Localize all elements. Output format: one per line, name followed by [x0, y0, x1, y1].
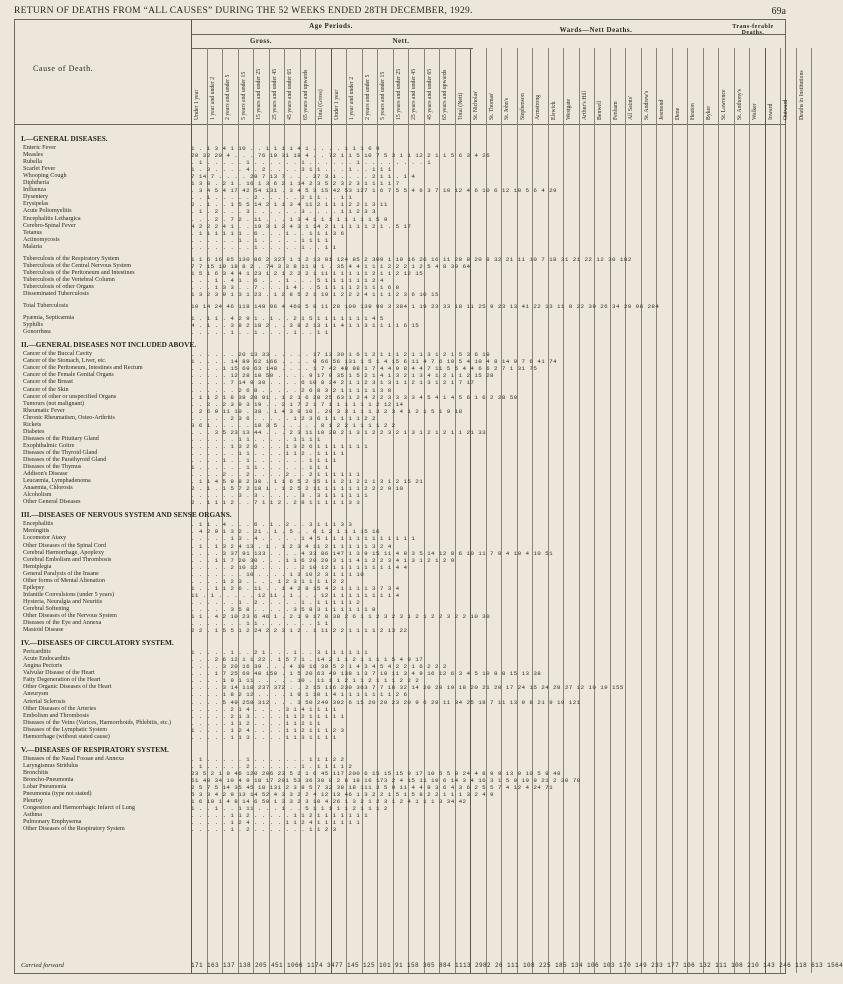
cause-label: Locomotor Ataxy	[23, 535, 67, 542]
cause-values: 1 . 1 1 . 4 2 9 1 . 1 . . 2 1 5 1 1 1 1 1 1 1 4 5	[191, 315, 384, 323]
cause-label: Other Diseases of the Respiratory System	[23, 826, 125, 833]
cause-of-death-header: Cause of Death.	[33, 64, 94, 73]
column-header: Elswick	[550, 101, 557, 120]
column-header: 25 years and under 45	[411, 68, 417, 120]
cause-values: 61 48 34 10 4 9 18 17 201 53 36 30 8 2 6 18 16 173 2 4 15 11 19 6 14 3 4 16 3 1 5 9 19 9 21 2 30 70	[191, 776, 581, 784]
cause-values: . . . . . . . . 1 . . . . . 1 . . 1 1	[191, 243, 337, 251]
header-rule-3	[15, 124, 785, 125]
cause-label: Diseases of the Thymus	[23, 464, 82, 471]
cause-label: Infantile Convulsions (under 5 years)	[23, 591, 115, 598]
cause-label: Hysteria, Neuralgia and Neuritis	[23, 598, 103, 605]
cause-label: Acute Poliomyelitis	[23, 208, 72, 215]
cause-label: Arterial Sclerosis	[23, 698, 66, 705]
cause-values: 7 14 7 . . . . 28 7 13 7 . . . 27 3 1 . . . . 2 1 1 . 1 4	[191, 173, 416, 181]
cause-label: Embolism and Thrombosis	[23, 712, 89, 719]
cause-values: . . . . . . 1 . 1 . . . . . 1 1 1 1	[191, 236, 329, 244]
cause-label: Cancer of other or unspecified Organs	[23, 393, 117, 400]
cause-label: Cancer of the Buccal Cavity	[23, 351, 93, 358]
cause-label: Erysipelas	[23, 201, 49, 208]
cause-label: Pulmonary Emphysema	[23, 819, 82, 826]
column-header: Total (Gross)	[318, 89, 324, 120]
column-header: Arthur's Hill	[581, 90, 588, 120]
cause-label: Cerebro-Spinal Fever	[23, 222, 76, 229]
cause-label: Tuberculosis of the Peritoneum and Intestines	[23, 269, 135, 276]
cause-label: Diseases of the Pituitary Gland	[23, 435, 99, 442]
cause-label: Cancer of the Peritoneum, Intestines and Rectum	[23, 365, 143, 372]
cause-values: . . . . . . . 10 . . . . 1 3 10 2 3 1 1 1 10	[191, 570, 365, 578]
cause-label: Other General Diseases	[23, 499, 81, 506]
nett-heading: Nett.	[392, 37, 410, 45]
column-header: Dene	[674, 107, 681, 120]
cause-label: Other Diseases of the Spinal Cord	[23, 542, 107, 549]
cause-label: Encephalitis	[23, 521, 54, 528]
cause-values: . 1 . . . . . 2 . . . . . . 1 . 1 1 1 1 2	[191, 762, 353, 770]
column-header: St. Andrew's	[643, 90, 650, 120]
cause-values: . . . . 1 . . 1 . . . . . . . 1 1 1 1	[191, 457, 337, 464]
deaths-table	[14, 19, 843, 974]
cause-label: Encephalitis Lethargica	[23, 215, 81, 222]
cause-values: . . . . 1 8 2 12 . . . . 1 9 1 10 1 4 1 1 1 1 1 1 1 2 6	[191, 691, 408, 699]
cause-values: . 4 2 9 1 3 2 . 21 . 1 . 5 . . 6 1 2 1 1 1 15 16	[191, 528, 380, 536]
carried-forward-label: Carried forward	[21, 962, 64, 969]
cause-values: . 1 . 2 . . . 3 . . . . . . 3 . . . . 1 1 2 3 3	[191, 208, 376, 216]
cause-label: Tumours (not malignant)	[23, 400, 85, 407]
cause-values: 1 . 3 . . . . 4 . 2 . . . . 3 1 1 . . . 1 . . 1 1 1	[191, 166, 392, 174]
column-header: 2 years and under 5	[225, 74, 231, 120]
column-header: St. John's	[504, 98, 510, 120]
cause-values: . . 2 . 2 3 9 3 19 . . 2 1 7 2 1 7 1 1 1 1 1 1 2 12 14	[191, 400, 404, 408]
cause-values: 1 1 6 16 85 130 86 2 327 1 1 2 13 81 124 85 2 309 1 19 16 26 16 11 20 8 20 8 32 21 11 10 7 18 31 21 22 12 30 182	[191, 255, 632, 263]
age-periods-heading: Age Periods.	[309, 22, 353, 30]
column-header: St. Anthony's	[736, 88, 743, 120]
cause-values: . . . . . 1 2 4 . . . . 1 1 2 4 1 1 1 1 1 1	[191, 819, 361, 827]
column-header: Under 1 year	[333, 89, 340, 120]
cause-values: . . . 1 1 7 20 30 . . . 1 1 6 20 29 3 1 1 4 1 2 2 3 4 1 3 1 2 1 2 9	[191, 556, 455, 564]
cause-values: 1 6 10 1 4 8 14 6 50 1 3 3 2 3 10 4 26 1 3 2 1 2 3 1 2 4 1 1 1 3 34 42	[191, 798, 467, 806]
cause-label: Diphtheria	[23, 180, 50, 187]
cause-values: . 1 1 2 1 8 39 28 91 . 1 2 1 6 28 25 63 1 2 4 2 2 3 3 3 3 4 5 4 1 4 5 6 1 6 2 28 50	[191, 393, 518, 401]
cause-label: Tetanus	[23, 229, 42, 236]
section-title: II.—GENERAL DISEASES NOT INCLUDED ABOVE.	[21, 340, 197, 350]
cause-label: Enteric Fever	[23, 145, 56, 151]
cause-values: . . . 1 7 25 69 48 150 . 1 5 20 63 49 138 1 3 7 10 11 3 4 9 16 12 6 3 4 5 10 8 8 15 13 38	[191, 670, 542, 678]
cause-label: Diabetes	[23, 428, 45, 435]
cause-label: Diseases of the Veins (Varices, Hæmorrhoids, Phlebitis, etc.)	[23, 719, 171, 726]
cause-values: . . . . . . 1 . 2 . . . . . 1 . 1 1 1 1 1 2	[191, 598, 361, 606]
cause-label: Congestion and Hæmorrhagic Infarct of Lung	[23, 805, 135, 812]
cause-label: Dysentery	[23, 194, 49, 201]
cause-label: Pyæmia, Septicæmia	[23, 315, 75, 322]
cause-values: . . . . . 3 5 8 . . . . . 3 5 8 3 1 1 1 1 1 1 8	[191, 605, 376, 613]
column-divider	[796, 48, 797, 973]
cause-values: . . . 2 6 12 1 1 22 . 1 5 7 1 . 14 2 1 1 2 1 1 1 1 5 4 9 17	[191, 656, 424, 664]
cause-label: Actinomycosis	[23, 236, 60, 243]
column-header: Stephenson	[519, 93, 526, 120]
column-header: Benwell	[597, 100, 603, 120]
cause-values: 1 1 . 4 2 10 23 6 46 1 . 2 1 9 17 8 38 2 6 1 1 2 3 2 3 1 2 1 2 2 3 2 2 10 30	[191, 613, 491, 620]
cause-values: . 1 . 1 3 2 4 13 . 1 . 1 2 3 4 11 2 1 1 1 1 1 3 2 4	[191, 542, 392, 550]
cause-values: . . . . 1 2 3 . . . . 1 2 3 1 1 1 1 2 2	[191, 577, 345, 585]
cause-label: Whooping Cough	[23, 173, 67, 180]
cause-label: Broncho-Pneumonia	[23, 776, 74, 783]
column-header: 5 years and under 15	[240, 71, 247, 120]
cause-values: . . . . 3 37 91 133 . . . . 4 33 86 147 1 3 9 15 11 4 8 3 5 14 12 8 6 10 11 7 8 4 10 4 10 51	[191, 549, 554, 557]
cause-label: Pericarditis	[23, 649, 51, 656]
cause-label: Bronchitis	[23, 769, 49, 776]
cause-label: Diseases of the Eye and Annexa	[23, 620, 102, 627]
section-title: I.—GENERAL DISEASES.	[21, 134, 108, 143]
cause-values: . . 1 . . . . . 2 . . . . . 2 1 1 . . 1 1	[191, 194, 353, 202]
cause-values: . . . . . . 1 1 . . . . 1 1 2 . 1 1 1 1	[191, 449, 345, 457]
cause-label: Diseases of the Nasal Fossae and Annexa	[23, 755, 124, 762]
cause-label: General Paralysis of the Insane	[23, 570, 99, 577]
cause-label: Cancer of the Female Genital Organs	[23, 372, 114, 379]
cause-label: Pneumonia (type not stated)	[23, 791, 92, 798]
cause-values: . . . . . 1 1 2 . . . . . 1 1 2 1 1 1 1 1 1 1	[191, 812, 369, 820]
column-header: Outward	[783, 99, 789, 120]
cause-label: Valvular Disease of the Heart	[23, 670, 95, 677]
cause-label: Cancer of the Stomach, Liver, etc.	[23, 358, 107, 365]
cause-values: . . . 3 5 23 13 44 . . . 2 3 11 10 28 2 1 3 1 2 2 3 2 1 3 1 2 1 2 1 1 21 33	[191, 428, 487, 436]
cause-values: 1 . . 1 . . 1 11 . . . 1 . . 5 1 1 1 1 1 2 1 1 1 2	[191, 805, 388, 813]
cause-label: Addison's Disease	[23, 471, 68, 478]
cause-values: . . . . . . 20 13 33 . . . . . 17 13 30 1 6 1 2 1 1 1 2 1 1 3 1 2 1 5 3 6 19	[191, 351, 491, 359]
cause-values: . 1 1 . 4 . . . 6 . 1 . 2 . . 3 1 1 1 3 3	[191, 521, 353, 529]
cause-label: Diseases of the Thyroid Gland	[23, 449, 98, 456]
column-header: Fenham	[612, 101, 619, 120]
cause-values: . . . . . 1 3 . 4 . . . . . 1 4 5 1 1 1 1 1 1 1 1 1 1 1 1	[191, 535, 416, 543]
cause-label: Rheumatic Fever	[23, 407, 65, 414]
cause-label: Laryngismus Stridulus	[23, 762, 79, 769]
cause-label: Chronic Rheumatism, Osteo-Arthritis	[23, 414, 115, 421]
cause-label: Scarlet Fever	[23, 166, 56, 173]
cause-values: 7 7 15 19 18 8 2 . 74 3 3 8 11 8 1 . 35 4 4 1 1 1 2 2 2 1 2 5 4 8 39 64	[191, 262, 471, 270]
column-header: Inward	[767, 103, 774, 120]
cause-values: 1 . . 1 1 2 6 . 11 . . 1 4 2 8 15 4 2 1 1 1 1 3 7 3 4	[191, 584, 400, 592]
column-header: Deaths in Institutions	[798, 70, 805, 120]
cause-label: Angina Pectoris	[23, 663, 63, 670]
cause-label: Tuberculosis of the Vertebral Column	[23, 276, 115, 283]
cause-values: . . . . 1 9 1 11 . . . . . 10 . 11 1 1 2 1 1 2 1 1 1 2 2 2	[191, 677, 420, 685]
cause-values: . 1 1 1 1 1 1 . 6 . . . 1 . . 1 1 1 3 6	[191, 229, 345, 237]
section-title: V.—DISEASES OF RESPIRATORY SYSTEM.	[21, 744, 169, 754]
column-header: St. Nicholas'	[473, 90, 479, 120]
cause-values: 11 . 1 . . . . . 12 11 . 1 . . . 12 1 1 1 1 1 1 1 1 4	[191, 591, 400, 599]
cause-label: Hæmorrhage (without stated cause)	[23, 733, 110, 740]
cause-label: Pleurisy	[23, 798, 43, 805]
column-header: Jesmond	[659, 99, 665, 120]
cause-values: . . . . . 2 3 6 . . . . . 1 2 3 6 1 1 1 1 1 2 2	[191, 414, 376, 422]
cause-values: 1 3 8 . 2 1 . 16 1 3 6 2 1 14 2 3 5 2 3 2 3 1 1 1 1 7	[191, 180, 400, 188]
cause-label: Gonorrhœa	[23, 329, 51, 336]
cause-values: 1 . . . . . . 1 1 . . . . . . 1 1 1	[191, 464, 329, 472]
cause-label: Alcoholism	[23, 492, 52, 499]
cause-values: 2 2 . 1 5 5 1 2 24 2 2 3 1 2 . 1 11 2 2 1 1 1 1 2 13 22	[191, 627, 408, 635]
cause-values: 1 3 2 3 9 1 3 1 23 . 1 2 8 5 2 1 19 1 2 2 2 4 1 1 1 2 3 6 10 15	[191, 291, 439, 298]
cause-label: Tuberculosis of other Organs	[23, 283, 94, 290]
cause-values: 1 5 1 6 3 4 4 1 23 1 2 1 2 2 2 1 11 1 1 1 1 1 2 1 1 2 12 15	[191, 269, 424, 277]
cause-label: Tuberculosis of the Respiratory System	[23, 255, 120, 262]
column-header: 15 years and under 25	[256, 68, 262, 120]
column-divider	[811, 48, 812, 973]
transferable-heading: Trans-ferable Deaths.	[732, 24, 774, 36]
cause-values: . . . . . . 3 . 3 . . . . . 3 . 3 1 1 1 1 1 1	[191, 492, 369, 500]
column-header: Heaton	[690, 103, 696, 120]
cause-values: . 3 4 5 4 17 42 54 131 . 3 4 5 3 15 42 53 127 1 6 7 5 5 4 6 3 7 10 12 4 6 10 6 12 10 5 6 4 29	[191, 187, 557, 195]
cause-values: 2 5 7 5 14 35 45 18 131 2 3 8 5 7 32 38 18 111 3 5 9 11 4 4 8 3 6 4 3 6 2 5 5 7 4 12 4 24 71	[191, 784, 554, 791]
cause-values: 10 14 24 46 118 148 96 4 460 5 8 11 28 100 139 90 3 384 1 19 23 33 18 11 25 9 23 13 41 22 13 11 8 22 39 26 34 20 96 284	[191, 303, 660, 311]
column-header: 45 years and under 65	[426, 68, 433, 120]
cause-values: . 1 1 4 5 9 8 2 30 . 1 1 6 5 2 15 1 1 2 1 2 1 1 3 1 2 15 21	[191, 478, 424, 486]
cause-label: Epilepsy	[23, 584, 45, 591]
cause-label: Syphilis	[23, 322, 43, 329]
cause-values: 2 . 1 . . 1 5 5 14 2 1 1 3 4 11 2 1 1 1 2 2 1 3 11	[191, 201, 388, 209]
header-rule-2	[191, 48, 473, 49]
cause-label: Other forms of Mental Alienation	[23, 577, 105, 584]
section-title: IV.—DISEASES OF CIRCULATORY SYSTEM.	[21, 638, 174, 648]
section-title: III.—DISEASES OF NERVOUS SYSTEM AND SENSE ORGANS.	[21, 510, 232, 520]
cause-label: Cerebral Embolism and Thrombosis	[23, 556, 112, 563]
cause-label: Rickets	[23, 421, 42, 428]
cause-values: 1 . 1 3 4 1 10 . . 1 1 1 1 4 1 . . . . 1 1 1 6 9	[191, 145, 380, 152]
cause-label: Diseases of the Lymphatic System	[23, 726, 107, 733]
cause-values: . . . . 5 49 258 312 . . . 3 50 249 302 6 15 20 20 23 20 9 6 28 11 34 25 18 7 11 13 9 8 21 9 19 121	[191, 698, 581, 706]
column-header: 45 years and under 65	[287, 68, 293, 120]
cause-label: Lobar Pneumonia	[23, 784, 67, 790]
wards-heading: Wards—Nett Deaths.	[559, 26, 633, 34]
cause-label: Hemiplegia	[23, 563, 52, 570]
cause-label: Other Organic Diseases of the Heart	[23, 684, 112, 691]
cause-values: . . . . . . 2 6 8 . . . . . 2 6 8 3 2 1 1 1 1 1 3 8	[191, 386, 392, 394]
cause-label: Diseases of the Parathyroid Gland	[23, 457, 107, 463]
cause-label: Exophthalmic Goitre	[23, 442, 75, 449]
cause-label: Meningitis	[23, 528, 50, 535]
column-header: St. Thomas'	[488, 92, 495, 120]
cause-label: Tuberculosis of the Central Nervous System	[23, 262, 131, 269]
cause-values: . . . . . 1 . . 1 . . . . 1 . . 1 1	[191, 329, 329, 337]
cause-values: . . . . . 2 1 3 . . . . 1 1 2 1 1 1 1 1	[191, 712, 345, 720]
cause-label: Acute Endocarditis	[23, 656, 70, 663]
cause-label: Aneurysm	[23, 691, 49, 698]
carried-forward-values: 171 163 137 138 205 451 1066 1174 3477 145 125 101 91 158 365 884 1113 2982 26 111 108 225 185 134 106 103 170 149 233 177 106 132 111 108 210 143 246 118 613 1564	[191, 962, 843, 969]
cause-values: . . . . . . 1 1 . . . . . 1 1 1 1	[191, 435, 321, 443]
cause-values: 2 . 1 . 1 5 7 2 18 1 . 1 2 5 2 11 1 1 1 1 1 2 2 2 9 10	[191, 485, 404, 493]
cause-values: . . . . . . . 1 1 . . . . . . . 1 1	[191, 620, 329, 628]
cause-values: . . . . 1 15 69 63 148 . . . . 1 7 42 48 98 1 7 4 4 9 8 4 4 7 11 5 5 4 4 6 6 2 7 1 31 75	[191, 365, 538, 373]
column-header: All Saints'	[628, 95, 634, 120]
column-header: 65 years and upwards	[442, 69, 448, 120]
gross-heading: Gross.	[249, 37, 273, 45]
cause-label: Cancer of the Skin	[23, 386, 69, 393]
column-header: 5 years and under 15	[380, 71, 386, 120]
cause-label: Influenza	[23, 187, 47, 194]
cause-label: Malaria	[23, 243, 42, 250]
column-header: 1 year and under 2	[209, 76, 216, 120]
cause-values: . . . . . 2 10 12 . . . . . 2 10 12 1 1 1 1 1 1 1 1 4 4	[191, 563, 408, 571]
cause-values: . . . . 2 . . 2 . . . . 2 . . 2 1 1 1 1 1 1	[191, 471, 361, 479]
cause-values: . . . . . 1 3 2 6 . . . 1 3 2 6 1 1 1 1 1 1 1	[191, 442, 369, 450]
column-header: Byker	[705, 105, 712, 120]
cause-values: . . . . . 1 . 2 . . . . . . . 1 1 2 3	[191, 826, 337, 834]
cause-label: Mastoid Disease	[23, 627, 64, 634]
cause-values: . . . . . 7 14 9 30 . . . . 6 10 8 24 2 1 1 2 3 1 3 1 1 2 1 3 1 2 1 7 17	[191, 379, 475, 387]
header-rule-1	[191, 34, 785, 35]
page-title: RETURN OF DEATHS FROM “ALL CAUSES” DURING THE 52 WEEKS ENDED 28TH DECEMBER, 1929.	[14, 6, 473, 16]
cause-values: 5 3 3 4 2 9 13 14 52 4 3 3 2 2 4 12 13 46 1 3 2 2 1 5 1 5 8 2 2 1 1 1 3 2 4 9	[191, 791, 494, 799]
cause-values: 4 2 2 2 4 1 . . 19 3 1 2 4 3 1 14 2 1 1 1 1 1 2 1 . 5 17	[191, 222, 412, 230]
cause-values: . . . 2 . 7 2 . 11 . . . 1 3 4 1 1 1 1 1 1 1 1 5 9	[191, 215, 388, 223]
cause-values: 20 32 20 4 . . . 76 19 31 18 4 . . 72 1 1 5 10 7 5 3 1 1 12 2 1 1 5 6 3 4 26	[191, 152, 491, 160]
cause-label: Rubella	[23, 159, 42, 166]
cause-label: Other Diseases of the Nervous System	[23, 613, 117, 619]
cause-values: 3 6 1 . . . . . 10 3 5 . . . . . 8 1 2 2 1 1 1 1 2 2	[191, 421, 396, 429]
cause-values: . . . 1 3 3 . . 7 . . . 1 4 . . 5 1 1 1 1 2 1 1 1 6 8	[191, 283, 400, 291]
column-header: 2 years and under 5	[364, 74, 371, 120]
cause-label: Asthma	[23, 812, 42, 819]
cause-label: Other Diseases of the Arteries	[23, 705, 97, 712]
cause-values: . . . . 3 14 118 237 372 . . 2 15 116 230 363 7 7 18 32 14 20 20 19 18 20 21 20 17 24 15 24 28 27 12 10 19 155	[191, 684, 624, 692]
column-header: Walker	[752, 103, 758, 120]
cause-values: 2 . 1 1 1 2 . . 7 1 1 2 . 2 8 1 1 1 1 1 3 3	[191, 499, 361, 507]
column-header: Armstrong	[535, 94, 541, 120]
cause-values: . 1 . . . . . 1 . . . . . . 1 . . . . . . 1 . . . . . . . . 1	[191, 159, 432, 167]
cause-label: Disseminated Tuberculosis	[23, 291, 89, 297]
cause-values: . . . . 3 20 16 39 . . . 4 19 16 39 5 2 1 4 3 4 5 4 2 2 1 6 2 2 2	[191, 663, 447, 671]
column-header: 65 years and upwards	[302, 69, 309, 120]
cause-label: Cerebral Softening	[23, 605, 70, 612]
cause-label: Cerebral Hæmorrhage, Apoplexy	[23, 549, 105, 556]
cause-values: 4 . 1 . . 3 8 2 18 2 . . 3 8 2 13 1 1 4 1 1 3 1 1 1 1 6 15	[191, 322, 420, 330]
cause-values: . . . . . 1 1 2 . . . . 1 1 2 1 1	[191, 719, 321, 727]
column-header: St. Lawrence	[721, 89, 727, 120]
cause-values: . . . . . 12 28 10 50 . . . . 9 17 9 35 1 5 2 1 4 1 3 2 1 3 4 1 2 1 1 2 15 28	[191, 372, 494, 380]
cause-label: Measles	[23, 152, 43, 159]
cause-values: 1 . . . . 1 . . 2 1 . . . 1 . . 3 1 1 1 1 1 1	[191, 649, 369, 657]
cause-values: . 2 6 9 11 10 . 38 . 1 4 3 9 10 . 29 3 3 1 1 1 3 2 3 4 1 2 1 5 1 9 18	[191, 407, 463, 415]
column-header: Under 1 year	[194, 89, 200, 120]
cause-values: 1 . . . . 1 2 4 . . . . 1 1 2 1 1 1 2 3	[191, 726, 345, 734]
cause-values: . . . 1 . 4 1 . 6 . . . 1 . . . 5 1 1 1 1 1 1 2 4	[191, 276, 384, 284]
cause-label: Cancer of the Breast	[23, 379, 73, 386]
page-number: 69a	[771, 6, 786, 17]
cause-values: 23 5 2 1 9 46 120 206 23 5 2 1 6 45 117 200 6 15 15 15 9 17 10 5 5 8 24 4 8 9 9 13 9 10 5 9 48	[191, 769, 561, 777]
column-header: 1 year and under 2	[349, 76, 355, 120]
cause-label: Anaæmia, Chlorosis	[23, 485, 73, 492]
cause-label: Leucæmia, Lymphadenoma	[23, 478, 91, 485]
cause-values: . 1 . . . . . 1 . . . . . . . 1 1 1 2 2	[191, 755, 345, 763]
cause-label: Fatty Degeneration of the Heart	[23, 677, 101, 684]
column-header: 15 years and under 25	[395, 68, 402, 120]
cause-label: Total Tuberculosis	[23, 303, 69, 310]
cause-values: . . . . . 1 1 3 . . . . 1 1 3 1 1 1 1	[191, 733, 337, 741]
column-header: Westgate	[566, 98, 572, 120]
cause-values: . . . . . 2 1 4 . . . . 3 1 4 1 1 1 1	[191, 705, 337, 713]
column-header: 25 years and under 45	[271, 68, 278, 120]
column-header: Total (Nett)	[457, 92, 464, 120]
cause-values: 1 . . . . 14 89 62 166 . . . . 9 66 56 131 1 5 1 4 15 6 11 4 7 6 10 5 4 10 4 8 14 9 7 6 41 74	[191, 358, 557, 366]
